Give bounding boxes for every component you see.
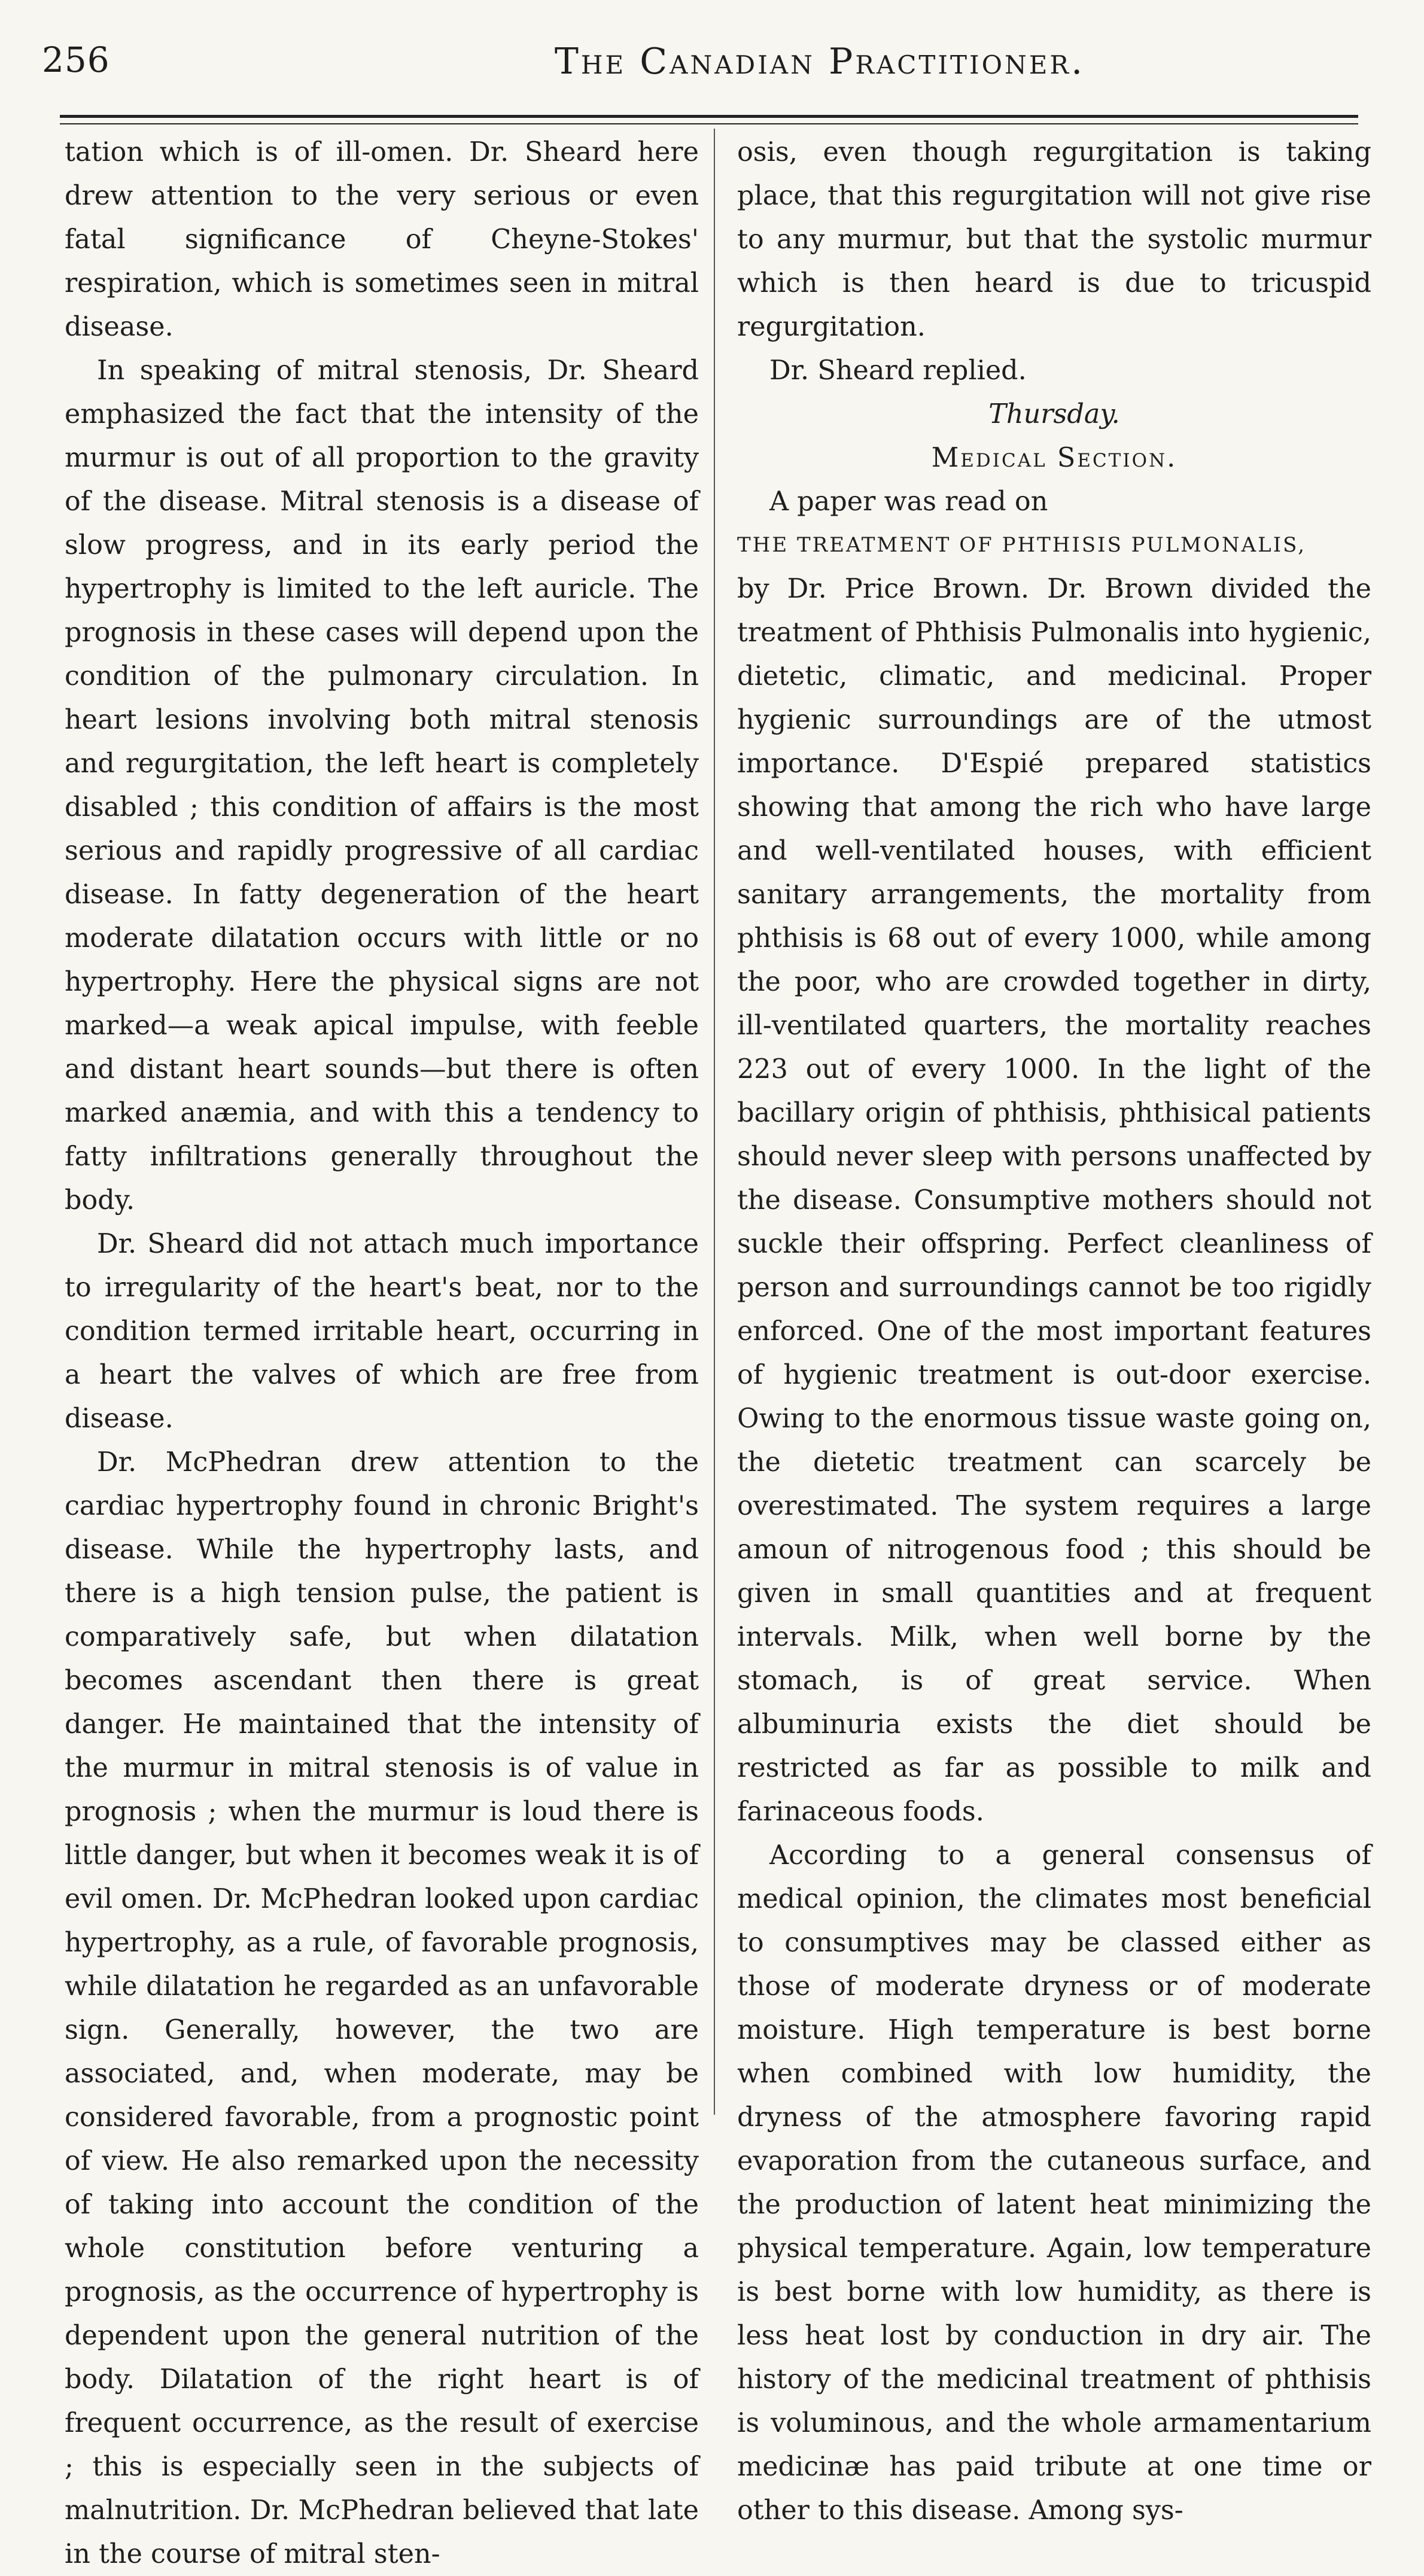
section-heading: Medical Section. <box>931 443 1177 473</box>
paper-title: THE TREATMENT OF PHTHISIS PULMONALIS, <box>737 533 1307 557</box>
paragraph: by Dr. Price Brown. Dr. Brown divided the treatment of Phthisis Pulmonalis into hygienic, dietetic, climatic, and medicinal. Proper hygienic surroundings are of the utmost importance. D'Espié prepared statistics showing that among the rich who have large and well-ventilated houses, with efficient sanitary arrangements, the mortality from phthisis is 68 out of every 1000, while among the poor, who are crowded together in dirty, ill-ventilated quarters, the mortality reaches 223 out of every 1000. In the light of the bacillary origin of phthisis, phthisical patients should never sleep with persons unaffected by the disease. Consumptive mothers should not suckle their offspring. Perfect cleanliness of person and surroundings cannot be too rigidly enforced. One of the most important features of hygienic treatment is out-door exercise. Owing to the enormous tissue waste going on, the dietetic treatment can scarcely be overestimated. The system requires a large amoun of nitrogenous food ; this should be given in small quantities and at frequent intervals. Milk, when well borne by the stomach, is of great service. When albuminuria exists the diet should be restricted as far as possible to milk and farinaceous foods. <box>737 574 1371 1827</box>
running-head: The Canadian Practitioner. <box>554 41 1085 83</box>
page-number: 256 <box>42 39 110 80</box>
paragraph: In speaking of mitral stenosis, Dr. Sheard emphasized the fact that the intensity of the murmur is out of all proportion to the gravity of the disease. Mitral stenosis is a disease of slow progress, and in its early period the hypertrophy is limited to the left auricle. The prognosis in these cases will depend upon the condition of the pulmonary circulation. In heart lesions involving both mitral stenosis and regurgitation, the left heart is completely disabled ; this condition of affairs is the most serious and rapidly progressive of all cardiac disease. In fatty degeneration of the heart moderate dilatation occurs with little or no hypertrophy. Here the physical signs are not marked—a weak apical impulse, with feeble and distant heart sounds—but there is often marked anæmia, and with this a tendency to fatty infiltrations generally throughout the body. <box>65 355 699 1216</box>
right-column <box>737 130 1371 2532</box>
paragraph: osis, even though regurgitation is taking place, that this regurgitation will not give rise to any murmur, but that the systolic murmur which is then heard is due to tricuspid regurgitation. <box>737 137 1371 342</box>
page-header <box>42 34 1358 99</box>
left-column <box>65 130 699 2576</box>
column-divider <box>714 129 715 2115</box>
paragraph: Dr. Sheard replied. <box>769 355 1027 386</box>
paragraph: A paper was read on <box>769 486 1048 517</box>
header-rule-thick <box>60 115 1358 118</box>
paragraph: Dr. McPhedran drew attention to the cardiac hypertrophy found in chronic Bright's disease. While the hypertrophy lasts, and there is a high tension pulse, the patient is comparatively safe, but when dilatation becomes ascendant then there is great danger. He maintained that the intensity of the murmur in mitral stenosis is of value in prognosis ; when the murmur is loud there is little danger, but when it becomes weak it is of evil omen. Dr. McPhedran looked upon cardiac hypertrophy, as a rule, of favorable prognosis, while dilatation he regarded as an unfavorable sign. Generally, however, the two are associated, and, when moderate, may be considered favorable, from a prognostic point of view. He also remarked upon the necessity of taking into account the condition of the whole constitution before venturing a prognosis, as the occurrence of hypertrophy is dependent upon the general nutrition of the body. Dilatation of the right heart is of frequent occurrence, as the result of exercise ; this is especially seen in the subjects of malnutrition. Dr. McPhedran believed that late in the course of mitral sten- <box>65 1447 699 2569</box>
day-heading: Thursday. <box>988 399 1120 430</box>
header-rule-thin <box>60 123 1358 124</box>
paragraph: tation which is of ill-omen. Dr. Sheard here drew attention to the very serious or even fatal significance of Cheyne-Stokes' respiration, which is sometimes seen in mitral disease. <box>65 137 699 342</box>
paragraph: According to a general consensus of medical opinion, the climates most beneficial to consumptives may be classed either as those of moderate dryness or of moderate moisture. High temperature is best borne when combined with low humidity, the dryness of the atmosphere favoring rapid evaporation from the cutaneous surface, and the production of latent heat minimizing the physical temperature. Again, low temperature is best borne with low humidity, as there is less heat lost by conduction in dry air. The history of the medicinal treatment of phthisis is voluminous, and the whole armamentarium medicinæ has paid tribute at one time or other to this disease. Among sys- <box>737 1840 1371 2526</box>
paragraph: Dr. Sheard did not attach much importance to irregularity of the heart's beat, nor to the condition termed irritable heart, occurring in a heart the valves of which are free from disease. <box>65 1229 699 1434</box>
